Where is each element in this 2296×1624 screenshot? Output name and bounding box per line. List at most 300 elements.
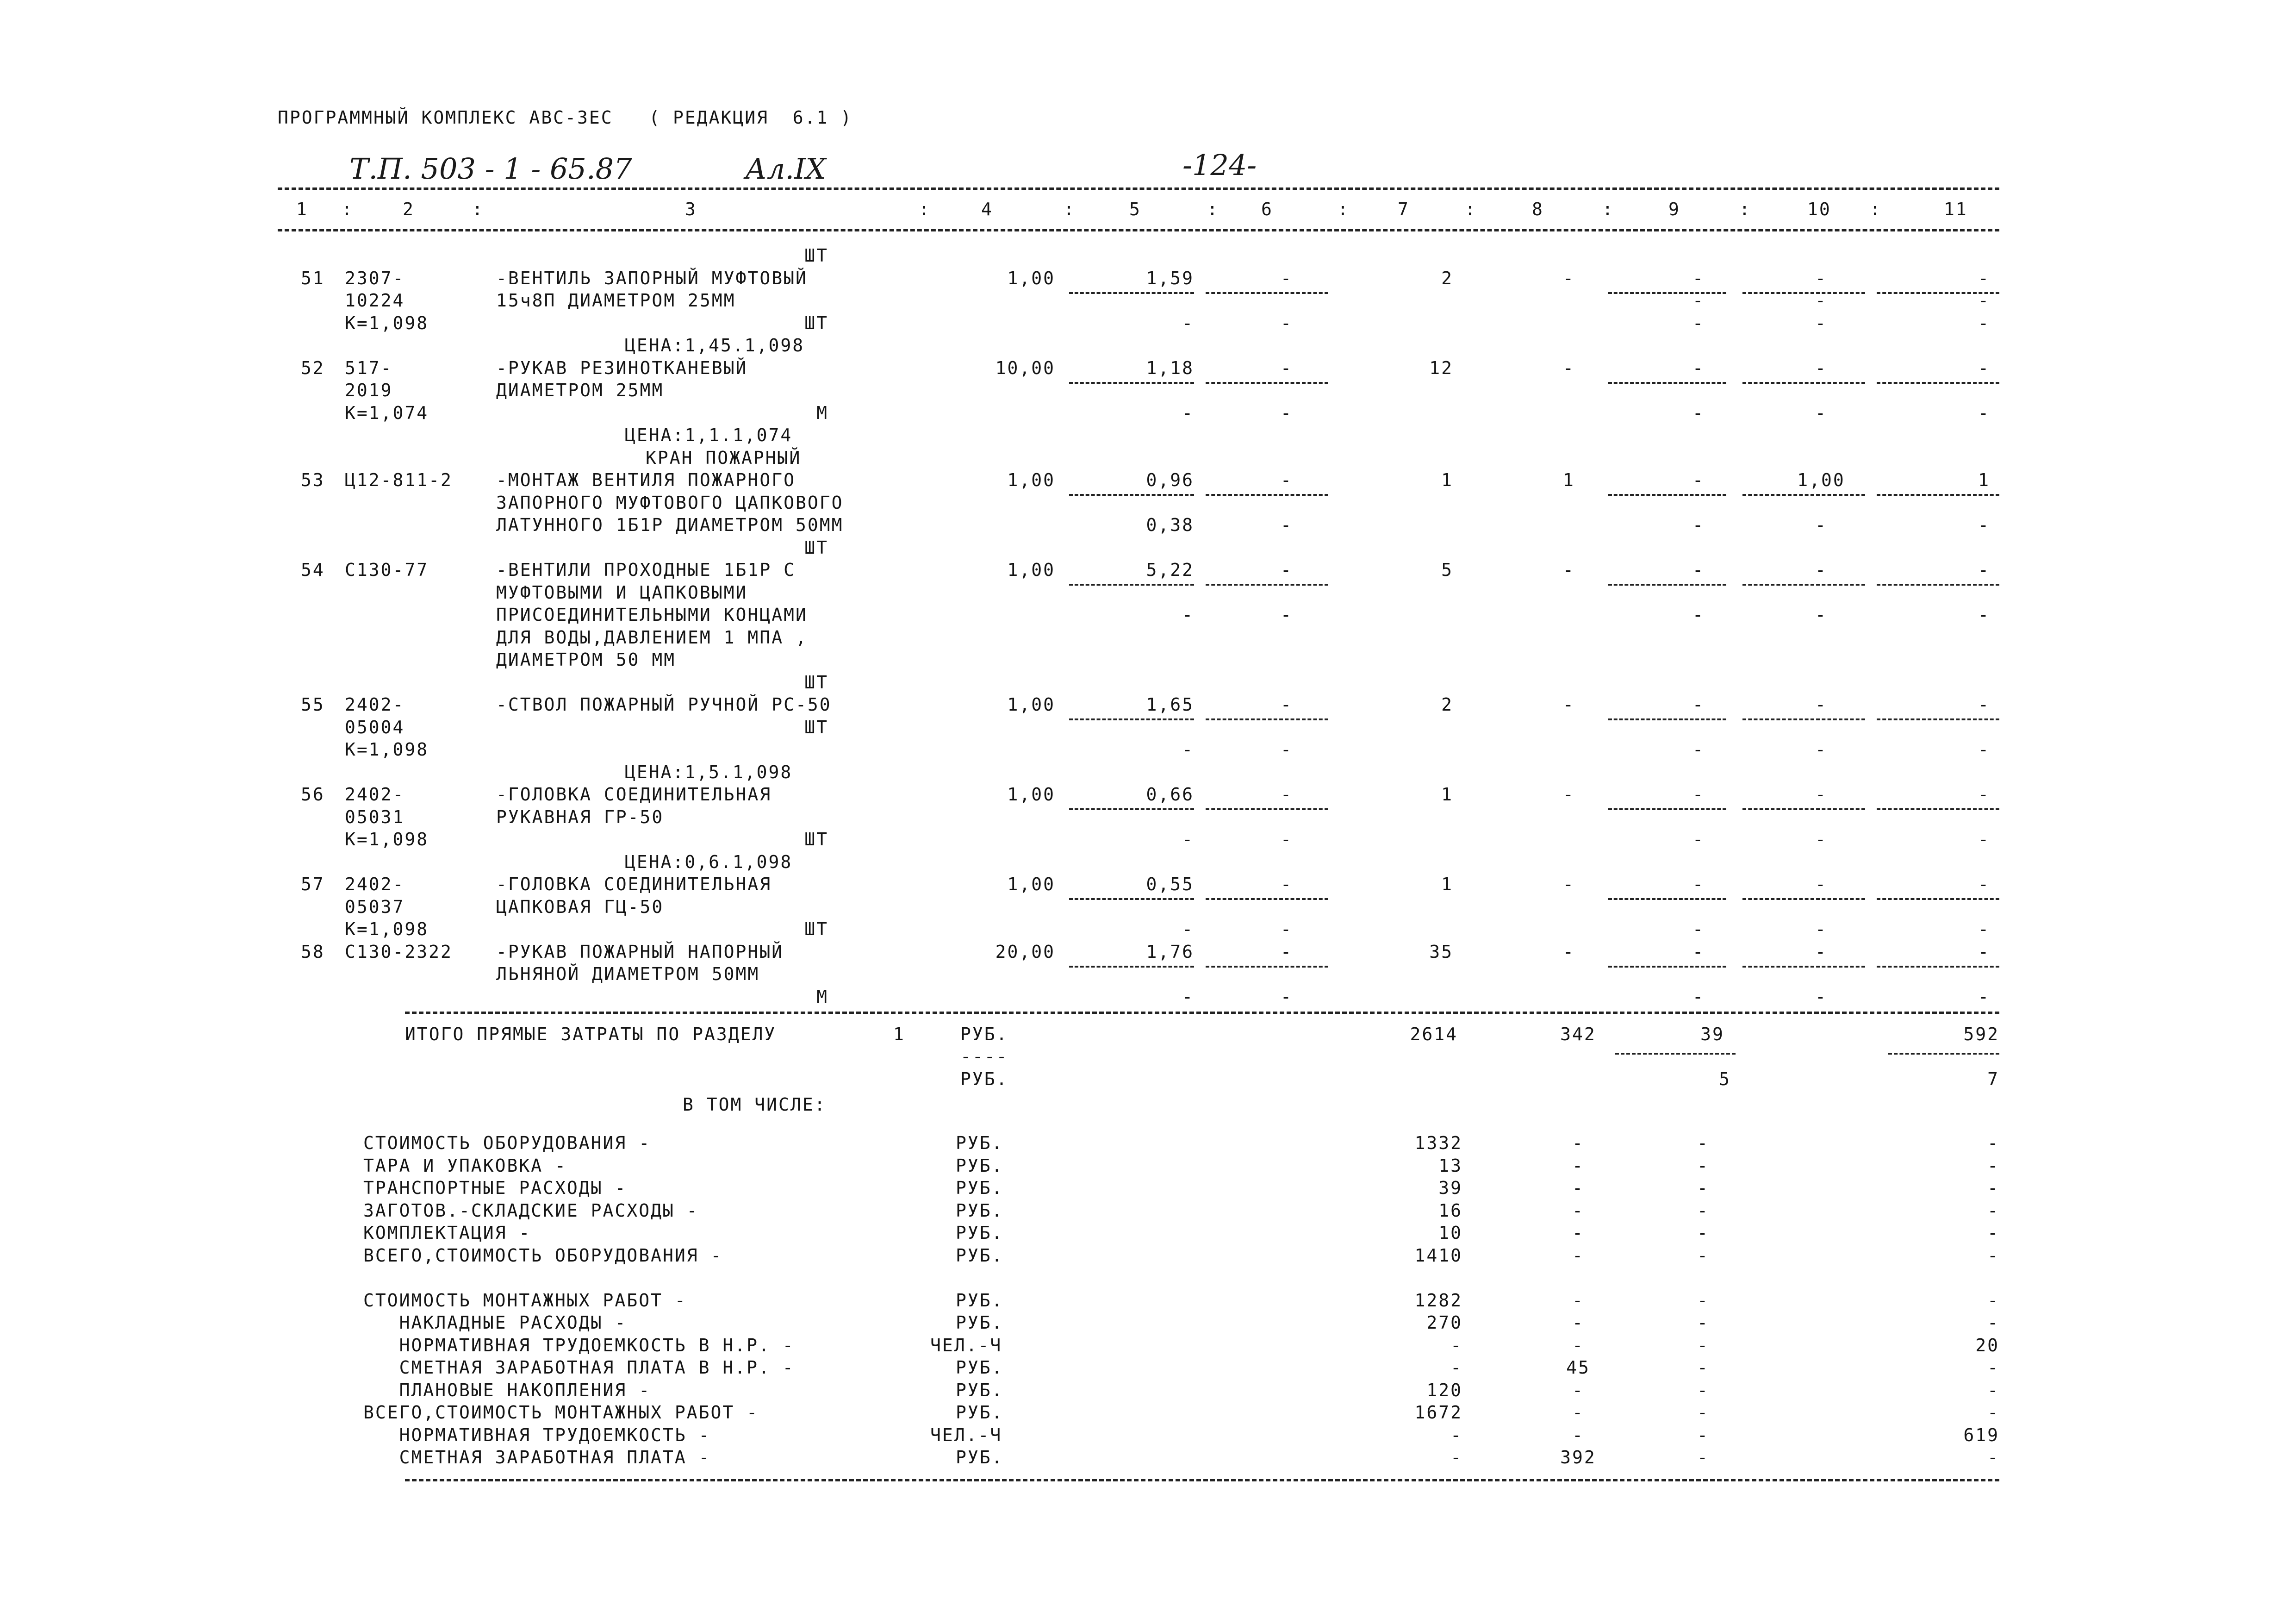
cell-c7: 1 [1441,784,1453,805]
column-separator: : [1465,199,1477,219]
item-number: 52 [301,357,325,378]
cell-c7: 2 [1441,694,1453,715]
cell-c6: - [1281,986,1293,1007]
cell-c6: - [1281,739,1293,760]
summary-c7: 39 [1438,1178,1462,1198]
item-description: -ГОЛОВКА СОЕДИНИТЕЛЬНАЯ [496,784,772,805]
cell-c11: - [1978,986,1990,1007]
cell-c10: - [1815,874,1827,894]
cell-c5: 1,76 [1146,941,1194,962]
summary-c11: - [1987,1200,1999,1221]
cell-c9: - [1692,739,1705,760]
cell-c4: 1,00 [1007,874,1055,894]
cell-c7: 1 [1441,470,1453,490]
cell-c10: 1,00 [1797,470,1845,490]
cell-c11: - [1978,560,1990,580]
summary-c7: 16 [1438,1200,1462,1221]
cell-rule [1877,584,1999,586]
cell-rule [1069,718,1194,720]
column-header-9: 9 [1668,199,1680,219]
cell-c11: - [1978,605,1990,625]
cell-c8: - [1563,560,1575,580]
summary-unit: ЧЕЛ.-Ч [930,1424,1002,1445]
summary-c8: - [1572,1178,1584,1198]
summary-c8: - [1572,1245,1584,1266]
cell-rule [1742,718,1865,720]
summary-c7: 1672 [1414,1402,1462,1423]
cell-rule [1069,494,1194,496]
cell-c5: 1,59 [1146,268,1194,288]
cell-rule [1742,292,1865,294]
cell-c6: - [1281,402,1293,423]
cell-c11: - [1978,874,1990,894]
cell-c9: - [1692,560,1705,580]
cell-c9: - [1692,605,1705,625]
summary-c11: - [1987,1380,1999,1400]
cell-c11: - [1978,829,1990,849]
item-number: 53 [301,470,325,490]
summary-c9: - [1697,1155,1709,1176]
summary-c9: - [1697,1178,1709,1198]
cell-rule [1608,292,1726,294]
column-separator: : [1064,199,1076,219]
cell-c5: - [1182,919,1194,939]
summary-c8: - [1572,1312,1584,1333]
summary-c11: - [1987,1402,1999,1423]
summary-label: СТОИМОСТЬ МОНТАЖНЫХ РАБОТ - [363,1290,687,1311]
summary-c7: 1332 [1414,1133,1462,1153]
cell-c8: - [1563,784,1575,805]
summary-c7: - [1450,1335,1462,1355]
summary-c9: - [1697,1312,1709,1333]
total-unit: РУБ. [960,1024,1008,1044]
total-subrule [1888,1053,1999,1055]
column-header-1: 1 [296,199,308,219]
cell-c6: - [1281,605,1293,625]
cell-c10: - [1815,919,1827,939]
cell-rule [1877,966,1999,968]
cell-c5: - [1182,739,1194,760]
summary-label: ТРАНСПОРТНЫЕ РАСХОДЫ - [363,1178,627,1198]
item-description: ШТ [804,312,828,333]
item-description: -РУКАВ РЕЗИНОТКАНЕВЫЙ [496,357,748,378]
cell-rule [1206,808,1328,810]
cell-c6: - [1281,784,1293,805]
cell-c5: 0,96 [1146,470,1194,490]
cell-rule [1608,966,1726,968]
cell-rule [1608,382,1726,384]
item-description: ЦЕНА:1,1.1,074 [625,425,793,445]
item-number: 56 [301,784,325,805]
summary-unit: РУБ. [956,1447,1004,1468]
cell-rule [1069,292,1194,294]
cell-c9: - [1692,694,1705,715]
item-description: -ГОЛОВКА СОЕДИНИТЕЛЬНАЯ [496,874,772,894]
cell-c4: 1,00 [1007,268,1055,288]
header-bottom-rule [278,229,1999,231]
item-description: ЛЬНЯНОЙ ДИАМЕТРОМ 50ММ [496,964,760,984]
cell-c8: 1 [1563,470,1575,490]
summary-c8: - [1572,1223,1584,1243]
summary-c11: - [1987,1245,1999,1266]
cell-rule [1742,382,1865,384]
cell-c10: - [1815,829,1827,849]
cell-c9: - [1692,919,1705,939]
item-description: ШТ [804,829,828,849]
total-c11: 592 [1963,1024,1999,1044]
cell-c5: 0,38 [1146,515,1194,535]
item-description: ЦЕНА:0,6.1,098 [625,851,793,872]
cell-c5: - [1182,829,1194,849]
column-separator: : [1602,199,1614,219]
cell-c11: - [1978,268,1990,288]
total-c8: 342 [1560,1024,1596,1044]
item-code: К=1,098 [345,312,429,333]
summary-c11: - [1987,1133,1999,1153]
cell-c10: - [1815,739,1827,760]
item-code: 2307- [345,268,405,288]
item-description: -СТВОЛ ПОЖАРНЫЙ РУЧНОЙ РС-50 [496,694,832,715]
cell-rule [1069,898,1194,900]
cell-c7: 5 [1441,560,1453,580]
cell-rule [1069,966,1194,968]
item-code: 517- [345,357,393,378]
summary-c7: 1410 [1414,1245,1462,1266]
cell-c9: - [1692,290,1705,311]
summary-c8: - [1572,1155,1584,1176]
summary-unit: РУБ. [956,1200,1004,1221]
item-description: -ВЕНТИЛИ ПРОХОДНЫЕ 1Б1Р С [496,560,796,580]
cell-c11: - [1978,312,1990,333]
summary-c9: - [1697,1245,1709,1266]
cell-c10: - [1815,290,1827,311]
item-description: ШТ [804,717,828,737]
item-description: ШТ [804,537,828,558]
item-description: М [816,986,828,1007]
summary-label: ВСЕГО,СТОИМОСТЬ МОНТАЖНЫХ РАБОТ - [363,1402,759,1423]
cell-c5: 1,18 [1146,357,1194,378]
cell-rule [1069,382,1194,384]
cell-c8: - [1563,694,1575,715]
cell-c11: - [1978,919,1990,939]
cell-c5: - [1182,986,1194,1007]
cell-rule [1877,494,1999,496]
item-description: ЛАТУННОГО 1Б1Р ДИАМЕТРОМ 50ММ [496,515,844,535]
item-code: 05031 [345,806,405,827]
cell-rule [1742,584,1865,586]
cell-rule [1206,718,1328,720]
cell-rule [1608,718,1726,720]
summary-unit: РУБ. [956,1155,1004,1176]
item-description: ПРИСОЕДИНИТЕЛЬНЫМИ КОНЦАМИ [496,605,808,625]
summary-c11: - [1987,1312,1999,1333]
item-code: 2402- [345,874,405,894]
cell-rule [1206,494,1328,496]
cell-c6: - [1281,874,1293,894]
item-description: ШТ [804,245,828,266]
cell-c9: - [1692,941,1705,962]
cell-c9: - [1692,515,1705,535]
cell-rule [1206,382,1328,384]
header-top-rule [278,187,1999,190]
cell-c8: - [1563,357,1575,378]
cell-c9: - [1692,829,1705,849]
summary-label: ПЛАНОВЫЕ НАКОПЛЕНИЯ - [363,1380,651,1400]
cell-c5: 0,55 [1146,874,1194,894]
item-description: 15ч8П ДИАМЕТРОМ 25ММ [496,290,736,311]
summary-c11: - [1987,1178,1999,1198]
cell-c10: - [1815,941,1827,962]
summary-c9: - [1697,1290,1709,1311]
cell-rule [1206,966,1328,968]
summary-unit: РУБ. [956,1245,1004,1266]
summary-label: СТОИМОСТЬ ОБОРУДОВАНИЯ - [363,1133,651,1153]
total-unit-dash: ---- [960,1046,1008,1067]
cell-c6: - [1281,470,1293,490]
summary-unit: РУБ. [956,1402,1004,1423]
summary-label: КОМПЛЕКТАЦИЯ - [363,1223,531,1243]
cell-c7: 2 [1441,268,1453,288]
summary-c7: - [1450,1424,1462,1445]
summary-c11: 619 [1963,1424,1999,1445]
summary-c7: - [1450,1357,1462,1378]
cell-rule [1608,584,1726,586]
summary-c11: - [1987,1223,1999,1243]
summary-unit: РУБ. [956,1380,1004,1400]
item-number: 58 [301,941,325,962]
total-c9-labour: 5 [1719,1069,1731,1089]
cell-rule [1877,292,1999,294]
summary-c7: 270 [1426,1312,1462,1333]
column-separator: : [1739,199,1751,219]
cell-rule [1742,808,1865,810]
cell-c4: 1,00 [1007,470,1055,490]
item-description: -МОНТАЖ ВЕНТИЛЯ ПОЖАРНОГО [496,470,796,490]
item-code: 2402- [345,694,405,715]
column-header-3: 3 [685,199,697,219]
total-unit-2: РУБ. [960,1069,1008,1089]
total-section-number: 1 [893,1024,905,1044]
summary-c11: - [1987,1447,1999,1468]
summary-label: ВСЕГО,СТОИМОСТЬ ОБОРУДОВАНИЯ - [363,1245,723,1266]
cell-c4: 1,00 [1007,560,1055,580]
item-number: 51 [301,268,325,288]
item-code: К=1,098 [345,829,429,849]
item-code: С130-2322 [345,941,453,962]
item-code: К=1,098 [345,739,429,760]
summary-c9: - [1697,1424,1709,1445]
cell-c10: - [1815,515,1827,535]
item-description: ШТ [804,919,828,939]
cell-c10: - [1815,694,1827,715]
page-number: -124- [1182,148,1257,182]
item-code: К=1,074 [345,402,429,423]
summary-c7: 10 [1438,1223,1462,1243]
cell-c6: - [1281,829,1293,849]
cell-c10: - [1815,560,1827,580]
summary-c9: - [1697,1335,1709,1355]
cell-c6: - [1281,268,1293,288]
item-description: ДЛЯ ВОДЫ,ДАВЛЕНИЕМ 1 МПА , [496,627,808,648]
cell-c11: - [1978,515,1990,535]
summary-c8: 45 [1566,1357,1590,1378]
cell-c10: - [1815,268,1827,288]
cell-c6: - [1281,560,1293,580]
cell-c8: - [1563,268,1575,288]
summary-label: ЗАГОТОВ.-СКЛАДСКИЕ РАСХОДЫ - [363,1200,699,1221]
cell-c9: - [1692,784,1705,805]
cell-rule [1742,898,1865,900]
summary-label: СМЕТНАЯ ЗАРАБОТНАЯ ПЛАТА В Н.Р. - [363,1357,795,1378]
item-description: ЦАПКОВАЯ ГЦ-50 [496,896,664,917]
cell-c4: 20,00 [995,941,1055,962]
totals-top-rule [405,1012,1999,1014]
summary-c11: - [1987,1357,1999,1378]
item-description: ДИАМЕТРОМ 25ММ [496,380,664,400]
cell-c5: 0,66 [1146,784,1194,805]
summary-c9: - [1697,1447,1709,1468]
summary-c8: 392 [1560,1447,1596,1468]
item-description: ДИАМЕТРОМ 50 ММ [496,650,676,670]
summary-c11: - [1987,1155,1999,1176]
cell-c11: - [1978,739,1990,760]
cell-c5: 5,22 [1146,560,1194,580]
cell-rule [1608,898,1726,900]
column-header-11: 11 [1944,199,1968,219]
summary-c7: - [1450,1447,1462,1468]
cell-c4: 10,00 [995,357,1055,378]
summary-c9: - [1697,1402,1709,1423]
cell-c8: - [1563,941,1575,962]
item-code: К=1,098 [345,919,429,939]
summary-c9: - [1697,1223,1709,1243]
cell-c10: - [1815,784,1827,805]
cell-rule [1069,584,1194,586]
column-separator: : [472,199,484,219]
cell-c7: 1 [1441,874,1453,894]
summary-unit: РУБ. [956,1133,1004,1153]
cell-c10: - [1815,357,1827,378]
summary-c8: - [1572,1290,1584,1311]
summary-unit: РУБ. [956,1312,1004,1333]
column-header-8: 8 [1532,199,1544,219]
item-description: МУФТОВЫМИ И ЦАПКОВЫМИ [496,582,748,603]
summary-label: НОРМАТИВНАЯ ТРУДОЕМКОСТЬ - [363,1424,711,1445]
item-number: 54 [301,560,325,580]
cell-rule [1877,898,1999,900]
cell-c11: - [1978,941,1990,962]
summary-unit: РУБ. [956,1290,1004,1311]
cell-c11: - [1978,357,1990,378]
summary-label: ТАРА И УПАКОВКА - [363,1155,567,1176]
summary-unit: ЧЕЛ.-Ч [930,1335,1002,1355]
cell-c11: - [1978,694,1990,715]
column-header-7: 7 [1398,199,1410,219]
total-direct-label: ИТОГО ПРЯМЫЕ ЗАТРАТЫ ПО РАЗДЕЛУ [405,1024,777,1044]
item-description: РУКАВНАЯ ГР-50 [496,806,664,827]
cell-rule [1877,808,1999,810]
summary-c7: 1282 [1414,1290,1462,1311]
cell-rule [1608,494,1726,496]
cell-c4: 1,00 [1007,784,1055,805]
summary-c8: - [1572,1402,1584,1423]
cell-rule [1069,808,1194,810]
cell-c6: - [1281,357,1293,378]
cell-rule [1742,966,1865,968]
program-header: ПРОГРАММНЫЙ КОМПЛЕКС АВС-ЗЕС ( РЕДАКЦИЯ 6.1 ) [278,107,853,128]
summary-bottom-rule [405,1479,1999,1481]
summary-c9: - [1697,1133,1709,1153]
summary-label: СМЕТНАЯ ЗАРАБОТНАЯ ПЛАТА - [363,1447,711,1468]
cell-c6: - [1281,312,1293,333]
summary-unit: РУБ. [956,1223,1004,1243]
cell-c9: - [1692,986,1705,1007]
cell-c10: - [1815,986,1827,1007]
summary-c8: - [1572,1335,1584,1355]
cell-rule [1206,584,1328,586]
column-separator: : [919,199,931,219]
summary-label: НАКЛАДНЫЕ РАСХОДЫ - [363,1312,627,1333]
column-separator: : [1338,199,1350,219]
cell-c11: 1 [1978,470,1990,490]
item-code: 05037 [345,896,405,917]
cell-c9: - [1692,402,1705,423]
cell-c10: - [1815,402,1827,423]
doc-code: Т.П. 503 - 1 - 65.87 [349,152,632,186]
summary-c7: 120 [1426,1380,1462,1400]
summary-label: НОРМАТИВНАЯ ТРУДОЕМКОСТЬ В Н.Р. - [363,1335,795,1355]
summary-unit: РУБ. [956,1357,1004,1378]
summary-c11: 20 [1975,1335,1999,1355]
cell-rule [1206,898,1328,900]
item-code: 05004 [345,717,405,737]
summary-c8: - [1572,1200,1584,1221]
summary-c8: - [1572,1424,1584,1445]
cell-c6: - [1281,919,1293,939]
including-label: В ТОМ ЧИСЛЕ: [683,1094,827,1115]
item-number: 57 [301,874,325,894]
album-code: Ал.IX [745,152,826,186]
column-separator: : [342,199,354,219]
cell-c5: - [1182,402,1194,423]
cell-c5: - [1182,312,1194,333]
summary-c8: - [1572,1133,1584,1153]
total-c11-labour: 7 [1987,1069,1999,1089]
summary-c9: - [1697,1200,1709,1221]
cell-c9: - [1692,268,1705,288]
item-number: 55 [301,694,325,715]
cell-c7: 35 [1429,941,1453,962]
cell-c10: - [1815,312,1827,333]
total-c7: 2614 [1410,1024,1458,1044]
item-code: Ц12-811-2 [345,470,453,490]
cell-c9: - [1692,357,1705,378]
cell-c9: - [1692,470,1705,490]
cell-rule [1877,718,1999,720]
item-code: 2019 [345,380,393,400]
column-separator: : [1207,199,1219,219]
column-header-4: 4 [981,199,993,219]
item-description: ЦЕНА:1,5.1,098 [625,762,793,782]
item-description: КРАН ПОЖАРНЫЙ [646,447,802,468]
cell-c6: - [1281,515,1293,535]
summary-c9: - [1697,1357,1709,1378]
cell-c7: 12 [1429,357,1453,378]
cell-c5: - [1182,605,1194,625]
cell-c4: 1,00 [1007,694,1055,715]
column-header-5: 5 [1129,199,1141,219]
item-code: 2402- [345,784,405,805]
